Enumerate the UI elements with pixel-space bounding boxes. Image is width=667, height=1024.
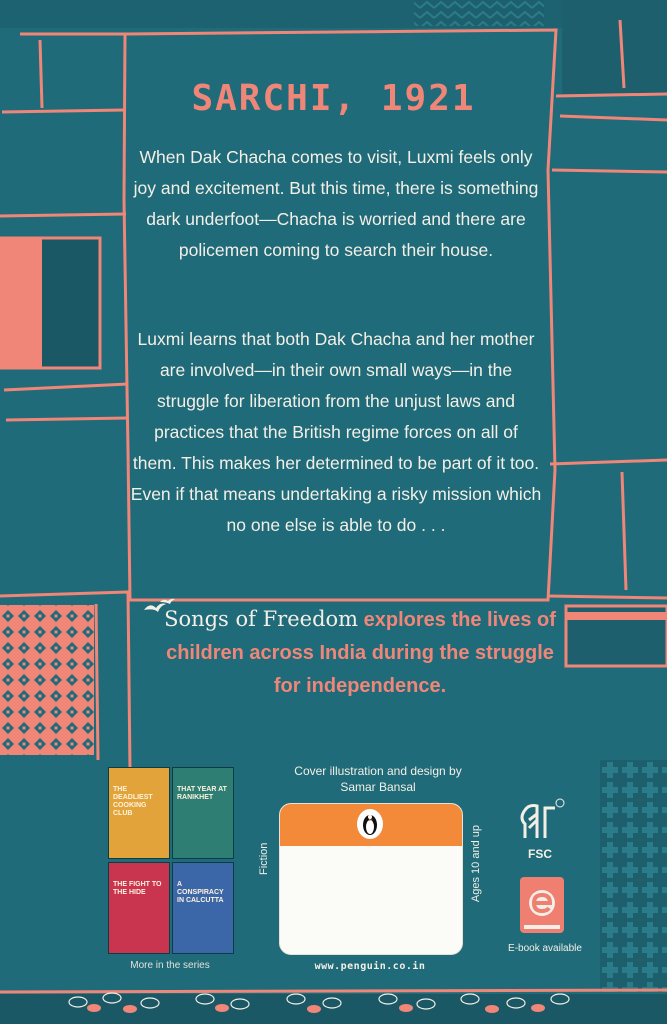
ebook-icon [520, 877, 564, 933]
thumb-book-4 [172, 862, 234, 954]
illustration-credit: Cover illustration and design by Samar Bansal [294, 764, 462, 794]
blurb-paragraph-1: When Dak Chacha comes to visit, Luxmi feels only joy and excitement. But this time, there is something dark underfoot—Chacha is worried and there are policemen coming to search their house. [133, 147, 539, 260]
thumb-book-3-title: THE FIGHT TO THE HIDE [113, 881, 162, 896]
fsc-label: FSC [528, 847, 552, 861]
barcode-box [279, 803, 463, 955]
penguin-logo-icon [357, 809, 383, 839]
more-in-series-label: More in the series [130, 960, 210, 971]
thumb-book-2 [172, 767, 234, 859]
thumb-book-2-title: THAT YEAR AT RANIKHET [177, 786, 227, 801]
thumb-book-1-title: THE DEADLIEST COOKING CLUB [113, 786, 153, 817]
series-name: Songs of Freedom [164, 607, 359, 631]
ebook-label: E-book available [508, 943, 582, 954]
series-text: explores the lives of children across India during the struggle for independence. [166, 609, 556, 697]
thumb-book-4-title: A CONSPIRACY IN CALCUTTA [177, 881, 224, 904]
series-thumbnails [108, 767, 232, 953]
thumb-book-3 [108, 862, 170, 954]
publisher-url: www.penguin.co.in [314, 961, 426, 972]
series-description [150, 603, 570, 703]
fsc-tree-icon [515, 798, 565, 846]
age-label: Ages 10 and up [470, 825, 482, 903]
blurb-paragraph-2: Luxmi learns that both Dak Chacha and her mother are involved—in their own small ways—in the struggle for liberation from the unjust laws and practices that the British regime forces on all of them. This makes her determined to be part of it too. Even if that means undertaking a risky mission which no one else is able to do . . . [130, 329, 542, 535]
story-title: SARCHI, 1921 [191, 78, 476, 119]
thumb-book-1 [108, 767, 170, 859]
genre-label: Fiction [258, 842, 270, 875]
